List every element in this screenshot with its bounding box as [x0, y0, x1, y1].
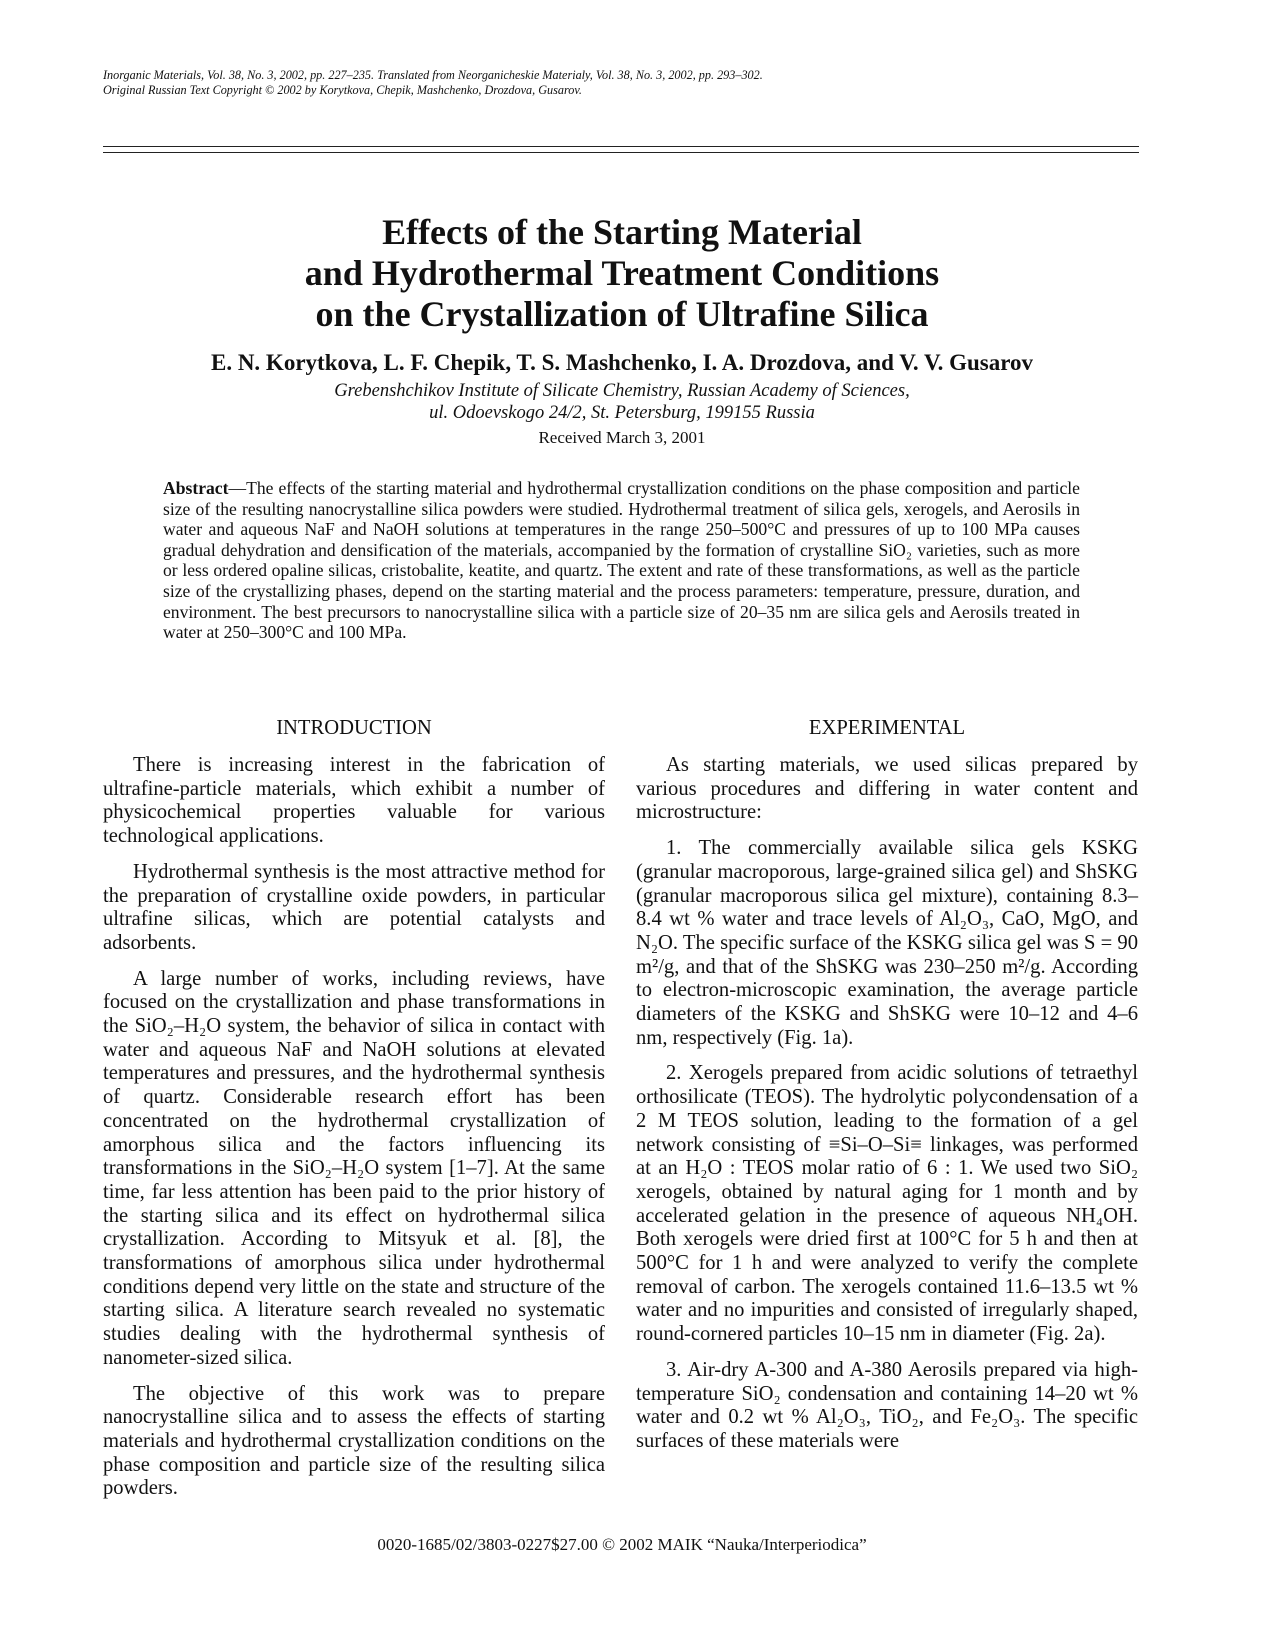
experimental-paragraph: 3. Air-dry A-300 and A-380 Aerosils prepared via high-temperature SiO₂ condensation and containing 14–20 wt % water and 0.2 wt % Al₂O₃, TiO₂, and Fe₂O₃. The specific surfaces of these materials were	[636, 1358, 1138, 1452]
affiliation	[0, 380, 1244, 424]
abstract	[163, 478, 1080, 643]
introduction-paragraph: There is increasing interest in the fabrication of ultrafine-particle materials, which exhibit a number of physicochemical properties valuable for various technological applications.	[103, 754, 605, 848]
received-date: Received March 3, 2001	[538, 428, 706, 447]
header-rule-bottom	[103, 152, 1139, 153]
abstract-text: —The effects of the starting material and hydrothermal crystallization conditions on the phase composition and particle size of the resulting nanocrystalline silica powders were studied. Hydrothermal treatment of silica gels, xerogels, and Aerosils in water and aqueous NaF and NaOH solutions at temperatures in the range 250–500°C and pressures of up to 100 MPa causes gradual dehydration and densification of the materials, accompanied by the formation of crystalline SiO₂ varieties, such as more or less ordered opaline silicas, cristobalite, keatite, and quartz. The extent and rate of these transformations, as well as the particle size of the crystallizing phases, depend on the starting material and the process parameters: temperature, pressure, duration, and environment. The best precursors to nanocrystalline silica with a particle size of 20–35 nm are silica gels and Aerosils treated in water at 250–300°C and 100 MPa.	[163, 478, 1080, 643]
introduction-paragraph: The objective of this work was to prepare nanocrystalline silica and to assess the effects of starting materials and hydrothermal crystallization conditions on the phase composition and particle size of the resulting silica powders.	[103, 1382, 605, 1500]
title-line-2: and Hydrothermal Treatment Conditions	[304, 253, 940, 293]
journal-citation	[103, 68, 1143, 98]
citation-line-1: Inorganic Materials, Vol. 38, No. 3, 2002, pp. 227–235. Translated from Neorganicheskie Materialy, Vol. 38, No. 3, 2002, pp. 293–302.	[103, 68, 763, 82]
introduction-heading: INTRODUCTION	[276, 717, 432, 739]
paper-title	[0, 212, 1244, 335]
introduction-section	[103, 716, 605, 1513]
title-line-3: on the Crystallization of Ultrafine Silica	[315, 294, 929, 334]
citation-line-2: Original Russian Text Copyright © 2002 by Korytkova, Chepik, Mashchenko, Drozdova, Gusarov.	[103, 83, 582, 97]
experimental-heading: EXPERIMENTAL	[808, 717, 966, 739]
copyright-footer: 0020-1685/02/3803-0227$27.00 © 2002 MAIK “Nauka/Interperiodica”	[377, 1535, 867, 1554]
introduction-paragraph: Hydrothermal synthesis is the most attractive method for the preparation of crystalline oxide powders, in particular ultrafine silicas, which are potential catalysts and adsorbents.	[103, 860, 605, 954]
experimental-paragraph: As starting materials, we used silicas prepared by various procedures and differing in water content and microstructure:	[636, 754, 1138, 824]
title-line-1: Effects of the Starting Material	[382, 212, 862, 252]
experimental-paragraph: 1. The commercially available silica gels KSKG (granular macroporous, large-grained silica gel) and ShSKG (granular macroporous silica gel mixture), containing 8.3–8.4 wt % water and trace levels of Al₂O₃, CaO, MgO, and N₂O. The specific surface of the KSKG silica gel was S = 90 m²/g, and that of the ShSKG was 230–250 m²/g. According to electron-microscopic examination, the average particle diameters of the KSKG and ShSKG were 10–12 and 4–6 nm, respectively (Fig. 1a).	[636, 837, 1138, 1049]
affiliation-line-2: ul. Odoevskogo 24/2, St. Petersburg, 199155 Russia	[429, 403, 815, 423]
abstract-label: Abstract	[163, 478, 229, 498]
affiliation-line-1: Grebenshchikov Institute of Silicate Chemistry, Russian Academy of Sciences,	[334, 381, 910, 401]
introduction-paragraph: A large number of works, including reviews, have focused on the crystallization and phase transformations in the SiO₂–H₂O system, the behavior of silica in contact with water and aqueous NaF and NaOH solutions at elevated temperatures and pressures, and the hydrothermal synthesis of quartz. Considerable research effort has been concentrated on the hydrothermal crystallization of amorphous silica and the factors influencing its transformations in the SiO₂–H₂O system [1–7]. At the same time, far less attention has been paid to the prior history of the starting silica and its effect on hydrothermal silica crystallization. According to Mitsyuk et al. [8], the transformations of amorphous silica under hydrothermal conditions depend very little on the state and structure of the starting silica. A literature search revealed no systematic studies dealing with the hydrothermal synthesis of nanometer-sized silica.	[103, 967, 605, 1369]
experimental-section	[636, 716, 1138, 1466]
experimental-paragraph: 2. Xerogels prepared from acidic solutions of tetraethyl orthosilicate (TEOS). The hydrolytic polycondensation of a 2 M TEOS solution, leading to the formation of a gel network consisting of ≡Si–O–Si≡ linkages, was performed at an H₂O : TEOS molar ratio of 6 : 1. We used two SiO₂ xerogels, obtained by natural aging for 1 month and by accelerated gelation in the presence of aqueous NH₄OH. Both xerogels were dried first at 100°C for 5 h and then at 500°C for 1 h and were analyzed to verify the complete removal of carbon. The xerogels contained 11.6–13.5 wt % water and no impurities and consisted of irregularly shaped, round-cornered particles 10–15 nm in diameter (Fig. 2a).	[636, 1062, 1138, 1346]
author-list: E. N. Korytkova, L. F. Chepik, T. S. Mashchenko, I. A. Drozdova, and V. V. Gusarov	[210, 350, 1034, 375]
header-rule-top	[103, 146, 1139, 147]
